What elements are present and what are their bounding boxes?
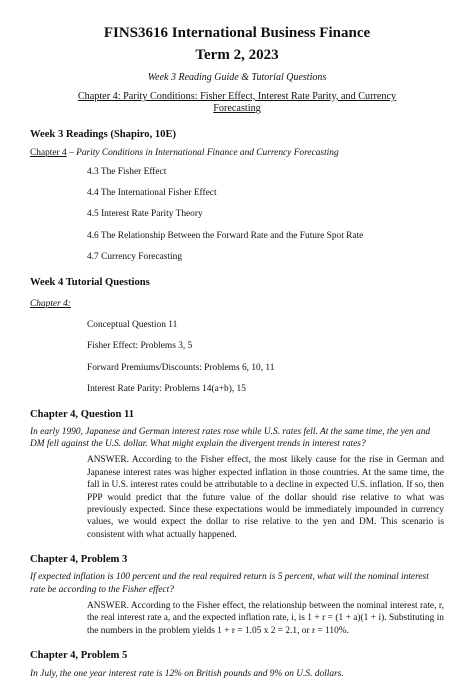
- list-item: 4.7 Currency Forecasting: [87, 252, 183, 263]
- list-item: 4.5 Interest Rate Parity Theory: [87, 209, 203, 220]
- readings-list: [30, 166, 444, 264]
- list-item: 4.3 The Fisher Effect: [87, 166, 167, 177]
- tutorial-heading: Week 4 Tutorial Questions: [30, 276, 150, 288]
- chapter-title: [30, 91, 444, 117]
- problem-3-heading: Chapter 4, Problem 3: [30, 554, 128, 566]
- tutorial-list: [30, 319, 444, 396]
- problem-5-text: In July, the one year interest rate is 12% on British pounds and 9% on U.S. dollars.: [30, 669, 344, 680]
- problem-3-answer: ANSWER. According to the Fisher effect, the relationship between the nominal interest rate, r, the real interest rate a, and the expected inflation rate, i, is 1 + r = (1 + a)(1 + i). Substituting in the numbers in the problem yields 1 + r = 1.05 x 2 = 2.1, or r = 110%.: [87, 601, 444, 636]
- chapter-title-line2: Forecasting: [213, 103, 261, 115]
- question-11-text: In early 1990, Japanese and German interest rates rose while U.S. rates fell. At the same time, the yen and DM fell against the U.S. dollar. What might explain the divergent trends in interest rates?: [30, 426, 431, 449]
- list-item: 4.6 The Relationship Between the Forward Rate and the Future Spot Rate: [87, 230, 364, 241]
- list-item: Forward Premiums/Discounts: Problems 6, 10, 11: [87, 362, 275, 373]
- readings-chapter-prefix: Chapter 4: [30, 148, 67, 159]
- problem-5-heading: Chapter 4, Problem 5: [30, 650, 128, 662]
- list-item: Fisher Effect: Problems 3, 5: [87, 341, 193, 352]
- question-11-heading: Chapter 4, Question 11: [30, 408, 134, 420]
- list-item: Interest Rate Parity: Problems 14(a+b), 15: [87, 384, 246, 395]
- readings-heading: Week 3 Readings (Shapiro, 10E): [30, 129, 177, 141]
- question-11-answer: ANSWER. According to the Fisher effect, the most likely cause for the rise in German and Japanese interest rates was higher expected inflation in those countries. At the same time, the fall in U.S. interest rates could be attributable to a decline in expected U.S. inflation. If so, then PPP would predict that the future value of the dollar should rise relative to what was previously expected. Since these expectations would be immediately impounded in currency values, we would expect the dollar to rise relative to the yen and DM. This scenario is consistent with what actually happened.: [87, 455, 444, 540]
- tutorial-chapter-label: Chapter 4:: [30, 298, 71, 309]
- readings-chapter-line: [30, 147, 444, 159]
- list-item: Conceptual Question 11: [87, 319, 178, 330]
- list-item: 4.4 The International Fisher Effect: [87, 187, 217, 198]
- problem-3-text: If expected inflation is 100 percent and the real required return is 5 percent, what will the nominal interest rate be according to the Fisher effect?: [30, 572, 429, 595]
- term-title: Term 2, 2023: [195, 46, 279, 63]
- course-title: FINS3616 International Business Finance: [103, 25, 371, 41]
- document-subtitle: Week 3 Reading Guide & Tutorial Questions: [147, 71, 327, 83]
- readings-chapter-rest: – Parity Conditions in International Finance and Currency Forecasting: [66, 148, 339, 159]
- chapter-title-line1: Chapter 4: Parity Conditions: Fisher Effect, Interest Rate Parity, and Currency: [77, 90, 397, 102]
